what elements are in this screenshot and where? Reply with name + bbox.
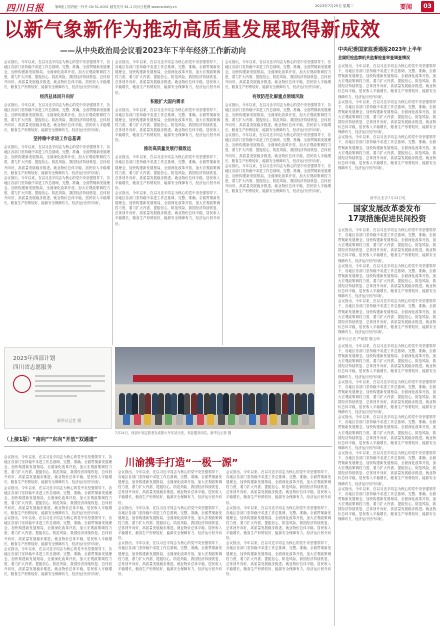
photo-caption: 7月24日，西部计划志愿者在成都火车东站出发，奔赴服务岗位。新华社记者 摄 [115,431,232,435]
photo-person [282,393,288,415]
photo-person [308,393,314,415]
photo-suitcase [144,414,151,425]
photo-person [171,393,177,415]
body-text: 会议指出，今年以来，在以习近平同志为核心的党中央坚强领导下，各地区各部门坚持稳中求进工作总基调，完整、准确、全面贯彻新发展理念，加快构建新发展格局，全面深化改革开放，加大宏观政策调控力度，着力扩大内需、提振信心、防范风险，我国经济持续恢复、总体回升向好，高质量发展稳步推进。就业物价总体平稳，居民收入平稳增长，粮食生产形势较好，能源安全保障有力，经济运行回升向好。 [4,546,112,577]
photo-person [165,393,171,415]
bottom-column-3 [226,470,331,630]
body-text: 会议指出，今年以来，在以习近平同志为核心的党中央坚强领导下，各地区各部门坚持稳中求进工作总基调，完整、准确、全面贯彻新发展理念，加快构建新发展格局，全面深化改革开放，加大宏观政策调控力度，着力扩大内需、提振信心、防范风险，我国经济持续恢复、总体回升向好，高质量发展稳步推进。就业物价总体平稳，居民收入平稳增长，粮食生产形势较好，能源安全保障有力，经济运行回升向好。 [115,190,220,226]
photo-person [191,393,197,415]
body-text: 会议指出，今年以来，在以习近平同志为核心的党中央坚强领导下，各地区各部门坚持稳中求进工作总基调，完整、准确、全面贯彻新发展理念，加快构建新发展格局，全面深化改革开放，加大宏观政策调控力度，着力扩大内需、提振信心、防范风险，我国经济持续恢复、总体回升向好，高质量发展稳步推进。就业物价总体平稳，居民收入平稳增长，粮食生产形势较好，能源安全保障有力，经济运行回升向好。 [226,470,331,505]
body-text: 会议指出，今年以来，在以习近平同志为核心的党中央坚强领导下，各地区各部门坚持稳中求进工作总基调，完整、准确、全面贯彻新发展理念，加快构建新发展格局，全面深化改革开放，加大宏观政策调控力度，着力扩大内需、提振信心、防范风险，我国经济持续恢复、总体回升向好，高质量发展稳步推进。就业物价总体平稳，居民收入平稳增长，粮食生产形势较好，能源安全保障有力，经济运行回升向好。 [115,107,220,143]
seal-icon [13,375,31,393]
photo-person [126,393,132,415]
photo-person [204,393,210,415]
photo-person [178,393,184,415]
photo-suitcase [228,414,235,425]
photo-suitcase [165,414,172,425]
photo-person [236,393,242,415]
lead-column-2 [115,60,220,345]
sidebar-rule [334,16,335,626]
photo-person [184,393,190,415]
body-text: 会议指出，今年以来，在以习近平同志为核心的党中央坚强领导下，各地区各部门坚持稳中求进工作总基调，完整、准确、全面贯彻新发展理念，加快构建新发展格局，全面深化改革开放，加大宏观政策调控力度，着力扩大内需、提振信心、防范风险，我国经济持续恢复、总体回升向好，高质量发展稳步推进。就业物价总体平稳，居民收入平稳增长，粮食生产形势较好，能源安全保障有力，经济运行回升向好。 [4,175,110,206]
bottom-column-2 [118,470,222,630]
side-story-1-title: 中央纪委国家监委通报2023年上半年 [338,47,422,53]
column-rule [112,60,113,345]
section-subtitle: 推动高质量发展行稳致远 [143,147,192,153]
photo-suitcase [134,414,141,425]
lead-headline: 以新气象新作为推动高质量发展取得新成效 [4,18,381,41]
body-text: 会议指出，今年以来，在以习近平同志为核心的党中央坚强领导下，各地区各部门坚持稳中求进工作总基调，完整、准确、全面贯彻新发展理念，加快构建新发展格局，全面深化改革开放，加大宏观政策调控力度，着力扩大内需、提振信心、防范风险，我国经济持续恢复、总体回升向好，高质量发展稳步推进。就业物价总体平稳，居民收入平稳增长，粮食生产形势较好，能源安全保障有力，经济运行回升向好。 [226,541,331,576]
photo-person [243,393,249,415]
photo-person [197,393,203,415]
section-tag: 要闻 [400,4,413,11]
side-story-2-body [338,228,436,628]
body-text: 会议指出，今年以来，在以习近平同志为核心的党中央坚强领导下，各地区各部门坚持稳中求进工作总基调，完整、准确、全面贯彻新发展理念，加快构建新发展格局，全面深化改革开放，加大宏观政策调控力度，着力扩大内需、提振信心、防范风险，我国经济持续恢复、总体回升向好，高质量发展稳步推进。就业物价总体平稳，居民收入平稳增长，粮食生产形势较好，能源安全保障有力，经济运行回升向好。 [4,145,110,175]
section-subtitle: 坚持稳中求进工作总基调 [33,137,81,143]
body-text: 会议指出，今年以来，在以习近平同志为核心的党中央坚强领导下，各地区各部门坚持稳中求进工作总基调，完整、准确、全面贯彻新发展理念，加快构建新发展格局，全面深化改革开放，加大宏观政策调控力度，着力扩大内需、提振信心、防范风险，我国经济持续恢复、总体回升向好，高质量发展稳步推进。就业物价总体平稳，居民收入平稳增长，粮食生产形势较好，能源安全保障有力，经济运行回升向好。 [4,102,110,133]
photo-suitcase [270,414,277,425]
body-text: 会议指出，今年以来，在以习近平同志为核心的党中央坚强领导下，各地区各部门坚持稳中求进工作总基调，完整、准确、全面贯彻新发展理念，加快构建新发展格局，全面深化改革开放，加大宏观政策调控力度，着力扩大内需、提振信心、防范风险，我国经济持续恢复、总体回升向好，高质量发展稳步推进。就业物价总体平稳，居民收入平稳增长，粮食生产形势较好，能源安全保障有力，经济运行回升向好。 [4,60,110,90]
photo-person [217,393,223,415]
body-text: 会议指出，今年以来，在以习近平同志为核心的党中央坚强领导下，各地区各部门坚持稳中求进工作总基调，完整、准确、全面贯彻新发展理念，加快构建新发展格局，全面深化改革开放，加大宏观政策调控力度，着力扩大内需、提振信心、防范风险，我国经济持续恢复、总体回升向好，高质量发展稳步推进。就业物价总体平稳，居民收入平稳增长，粮食生产形势较好，能源安全保障有力，经济运行回升向好。 [225,133,331,163]
body-text: 会议指出，今年以来，在以习近平同志为核心的党中央坚强领导下，各地区各部门坚持稳中求进工作总基调，完整、准确、全面贯彻新发展理念，加快构建新发展格局，全面深化改革开放，加大宏观政策调控力度，着力扩大内需、提振信心、防范风险，我国经济持续恢复、总体回升向好，高质量发展稳步推进。就业物价总体平稳，居民收入平稳增长，粮食生产形势较好，能源安全保障有力，经济运行回升向好。 [118,470,222,505]
photo-person [119,393,125,415]
masthead [0,0,440,14]
body-text: 会议指出，今年以来，在以习近平同志为核心的党中央坚强领导下，各地区各部门坚持稳中求进工作总基调，完整、准确、全面贯彻新发展理念，加快构建新发展格局，全面深化改革开放，加大宏观政策调控力度，着力扩大内需、提振信心、防范风险，我国经济持续恢复、总体回升向好，高质量发展稳步推进。就业物价总体平稳，居民收入平稳增长，粮食生产形势较好，能源安全保障有力，经济运行回升向好。 [338,343,436,379]
photo-suitcase [207,414,214,425]
photo-suitcase [281,414,288,425]
body-text: 会议指出，今年以来，在以习近平同志为核心的党中央坚强领导下，各地区各部门坚持稳中求进工作总基调，完整、准确、全面贯彻新发展理念，加快构建新发展格局，全面深化改革开放，加大宏观政策调控力度，着力扩大内需、提振信心、防范风险，我国经济持续恢复、总体回升向好，高质量发展稳步推进。就业物价总体平稳，居民收入平稳增长，粮食生产形势较好，能源安全保障有力，经济运行回升向好。 [226,505,331,541]
photo-suitcase [123,414,130,425]
notice-text-lines [35,375,105,400]
notice-footer: 新华社记者 摄 [57,418,81,423]
photo-suitcase [218,414,225,425]
side-story-1-body [338,64,436,194]
photo-person [230,393,236,415]
lead-column-3 [225,60,331,345]
photo-person [145,393,151,415]
body-text: 会议指出，今年以来，在以习近平同志为核心的党中央坚强领导下，各地区各部门坚持稳中求进工作总基调，完整、准确、全面贯彻新发展理念，加快构建新发展格局，全面深化改革开放，加大宏观政策调控力度，着力扩大内需、提振信心、防范风险，我国经济持续恢复、总体回升向好，高质量发展稳步推进。就业物价总体平稳，居民收入平稳增长，粮食生产形势较好，能源安全保障有力，经济运行回升向好。 [338,299,436,334]
bottom-left-title: （上接1版）“南向”“东向”开放“双通道” [4,437,98,443]
body-text: 会议指出，今年以来，在以习近平同志为核心的党中央坚强领导下，各地区各部门坚持稳中求进工作总基调，完整、准确、全面贯彻新发展理念，加快构建新发展格局，全面深化改革开放，加大宏观政策调控力度，着力扩大内需、提振信心、防范风险，我国经济持续恢复、总体回升向好，高质量发展稳步推进。就业物价总体平稳，居民收入平稳增长，粮食生产形势较好，能源安全保障有力，经济运行回升向好。 [225,102,331,133]
notice-line-2: 四川省志愿服务 [13,365,53,371]
photo-suitcase [302,414,309,425]
body-text: 会议指出，今年以来，在以习近平同志为核心的党中央坚强领导下，各地区各部门坚持稳中求进工作总基调，完整、准确、全面贯彻新发展理念，加快构建新发展格局，全面深化改革开放，加大宏观政策调控力度，着力扩大内需、提振信心、防范风险，我国经济持续恢复、总体回升向好，高质量发展稳步推进。就业物价总体平稳，居民收入平稳增长，粮食生产形势较好，能源安全保障有力，经济运行回升向好。 [338,486,436,522]
side-story-1-author: 新华社北京7月24日电 [370,196,406,200]
photo-person [256,393,262,415]
photo-person [249,393,255,415]
photo-person [301,393,307,415]
photo-suitcase [291,414,298,425]
lead-subhead: ——从中央政治局会议看2023年下半年经济工作新动向 [60,46,246,55]
photo-person [288,393,294,415]
photo-person [139,393,145,415]
side-story-2-title-2: 17项措施促进民间投资 [348,214,426,223]
bottom-divider [4,446,332,447]
notice-line-1: 2023年西部计划 [13,356,56,362]
newspaper-logo: 四川日报 [6,4,45,14]
issue-date: 2023年7月25日 星期二 [315,4,354,8]
body-text: 会议指出，今年以来，在以习近平同志为核心的党中央坚强领导下，各地区各部门坚持稳中求进工作总基调，完整、准确、全面贯彻新发展理念，加快构建新发展格局，全面深化改革开放，加大宏观政策调控力度，着力扩大内需、提振信心、防范风险，我国经济持续恢复、总体回升向好，高质量发展稳步推进。就业物价总体平稳，居民收入平稳增长，粮食生产形势较好，能源安全保障有力，经济运行回升向好。 [338,99,436,135]
body-text: 会议指出，今年以来，在以习近平同志为核心的党中央坚强领导下，各地区各部门坚持稳中求进工作总基调，完整、准确、全面贯彻新发展理念，加快构建新发展格局，全面深化改革开放，加大宏观政策调控力度，着力扩大内需、提振信心、防范风险，我国经济持续恢复、总体回升向好，高质量发展稳步推进。就业物价总体平稳，居民收入平稳增长，粮食生产形势较好，能源安全保障有力，经济运行回升向好。 [4,485,112,516]
body-text: 会议指出，今年以来，在以习近平同志为核心的党中央坚强领导下，各地区各部门坚持稳中求进工作总基调，完整、准确、全面贯彻新发展理念，加快构建新发展格局，全面深化改革开放，加大宏观政策调控力度，着力扩大内需、提振信心、防范风险，我国经济持续恢复、总体回升向好，高质量发展稳步推进。就业物价总体平稳，居民收入平稳增长，粮食生产形势较好，能源安全保障有力，经济运行回升向好。 [338,228,436,263]
body-text: 会议指出，今年以来，在以习近平同志为核心的党中央坚强领导下，各地区各部门坚持稳中求进工作总基调，完整、准确、全面贯彻新发展理念，加快构建新发展格局，全面深化改革开放，加大宏观政策调控力度，着力扩大内需、提振信心、防范风险，我国经济持续恢复、总体回升向好，高质量发展稳步推进。就业物价总体平稳，居民收入平稳增长，粮食生产形势较好，能源安全保障有力，经济运行回升向好。 [4,516,112,546]
body-text: 会议指出，今年以来，在以习近平同志为核心的党中央坚强领导下，各地区各部门坚持稳中求进工作总基调，完整、准确、全面贯彻新发展理念，加快构建新发展格局，全面深化改革开放，加大宏观政策调控力度，着力扩大内需、提振信心、防范风险，我国经济持续恢复、总体回升向好，高质量发展稳步推进。就业物价总体平稳，居民收入平稳增长，粮食生产形势较好，能源安全保障有力，经济运行回升向好。 [4,455,112,485]
page-number: 03 [421,1,434,12]
section-subtitle: 积极扩大国内需求 [150,99,185,105]
body-text: 会议指出，今年以来，在以习近平同志为核心的党中央坚强领导下，各地区各部门坚持稳中求进工作总基调，完整、准确、全面贯彻新发展理念，加快构建新发展格局，全面深化改革开放，加大宏观政策调控力度，着力扩大内需、提振信心、防范风险，我国经济持续恢复、总体回升向好，高质量发展稳步推进。就业物价总体平稳，居民收入平稳增长，粮食生产形势较好，能源安全保障有力，经济运行回升向好。 [338,415,436,450]
side-story-2-title: 国家发展改革委发布 [353,204,421,213]
photo-person [269,393,275,415]
body-text: 会议指出，今年以来，在以习近平同志为核心的党中央坚强领导下，各地区各部门坚持稳中求进工作总基调，完整、准确、全面贯彻新发展理念，加快构建新发展格局，全面深化改革开放，加大宏观政策调控力度，着力扩大内需、提振信心、防范风险，我国经济持续恢复、总体回升向好，高质量发展稳步推进。就业物价总体平稳，居民收入平稳增长，粮食生产形势较好，能源安全保障有力，经济运行回升向好。 [338,135,436,170]
photo-person [262,393,268,415]
body-text: 会议指出，今年以来，在以习近平同志为核心的党中央坚强领导下，各地区各部门坚持稳中求进工作总基调，完整、准确、全面贯彻新发展理念，加快构建新发展格局，全面深化改革开放，加大宏观政策调控力度，着力扩大内需、提振信心、防范风险，我国经济持续恢复、总体回升向好，高质量发展稳步推进。就业物价总体平稳，居民收入平稳增长，粮食生产形势较好，能源安全保障有力，经济运行回升向好。 [338,379,436,415]
photo-suitcase [186,414,193,425]
section-subtitle: 经济总体回升向好 [39,94,75,100]
photo-person [210,393,216,415]
section-subtitle: 有效防范化解重点领域风险 [252,94,304,100]
photo-person [132,393,138,415]
bottom-headline: 川渝携手打造“一极一源” [125,458,239,469]
side-story-1-title-2: 全国纪检监察机关监督检查审查调查情况 [338,55,410,60]
news-photo [115,347,315,429]
photo-person [158,393,164,415]
photo-person [295,393,301,415]
photo-suitcase [176,414,183,425]
photo-suitcase [260,414,267,425]
photo-banner [133,375,293,382]
body-text: 会议指出，今年以来，在以习近平同志为核心的党中央坚强领导下，各地区各部门坚持稳中求进工作总基调，完整、准确、全面贯彻新发展理念，加快构建新发展格局，全面深化改革开放，加大宏观政策调控力度，着力扩大内需、提振信心、防范风险，我国经济持续恢复、总体回升向好，高质量发展稳步推进。就业物价总体平稳，居民收入平稳增长，粮食生产形势较好，能源安全保障有力，经济运行回升向好。 [115,60,220,95]
volunteer-notice [4,347,112,429]
column-rule [222,60,223,345]
photo-suitcase [249,414,256,425]
photo-person [152,393,158,415]
body-text: 会议指出，今年以来，在以习近平同志为核心的党中央坚强领导下，各地区各部门坚持稳中求进工作总基调，完整、准确、全面贯彻新发展理念，加快构建新发展格局，全面深化改革开放，加大宏观政策调控力度，着力扩大内需、提振信心、防范风险，我国经济持续恢复、总体回升向好，高质量发展稳步推进。就业物价总体平稳，居民收入平稳增长，粮食生产形势较好，能源安全保障有力，经济运行回升向好。 [225,60,331,90]
photo-suitcase [197,414,204,425]
body-text: 会议指出，今年以来，在以习近平同志为核心的党中央坚强领导下，各地区各部门坚持稳中求进工作总基调，完整、准确、全面贯彻新发展理念，加快构建新发展格局，全面深化改革开放，加大宏观政策调控力度，着力扩大内需、提振信心、防范风险，我国经济持续恢复、总体回升向好，高质量发展稳步推进。就业物价总体平稳，居民收入平稳增长，粮食生产形势较好，能源安全保障有力，经济运行回升向好。 [338,450,436,486]
photo-suitcase [155,414,162,425]
lead-column-1 [4,60,110,345]
bottom-column-1 [4,455,112,630]
photo-person [223,393,229,415]
body-text: 会议指出，今年以来，在以习近平同志为核心的党中央坚强领导下，各地区各部门坚持稳中求进工作总基调，完整、准确、全面贯彻新发展理念，加快构建新发展格局，全面深化改革开放，加大宏观政策调控力度，着力扩大内需、提振信心、防范风险，我国经济持续恢复、总体回升向好，高质量发展稳步推进。就业物价总体平稳，居民收入平稳增长，粮食生产形势较好，能源安全保障有力，经济运行回升向好。 [118,541,222,576]
body-text: 会议指出，今年以来，在以习近平同志为核心的党中央坚强领导下，各地区各部门坚持稳中求进工作总基调，完整、准确、全面贯彻新发展理念，加快构建新发展格局，全面深化改革开放，加大宏观政策调控力度，着力扩大内需、提振信心、防范风险，我国经济持续恢复、总体回升向好，高质量发展稳步推进。就业物价总体平稳，居民收入平稳增长，粮食生产形势较好，能源安全保障有力，经济运行回升向好。 [225,163,331,194]
body-text: 会议指出，今年以来，在以习近平同志为核心的党中央坚强领导下，各地区各部门坚持稳中求进工作总基调，完整、准确、全面贯彻新发展理念，加快构建新发展格局，全面深化改革开放，加大宏观政策调控力度，着力扩大内需、提振信心、防范风险，我国经济持续恢复、总体回升向好，高质量发展稳步推进。就业物价总体平稳，居民收入平稳增长，粮食生产形势较好，能源安全保障有力，经济运行回升向好。 [338,263,436,299]
photo-suitcase [239,414,246,425]
body-text: 会议指出，今年以来，在以习近平同志为核心的党中央坚强领导下，各地区各部门坚持稳中求进工作总基调，完整、准确、全面贯彻新发展理念，加快构建新发展格局，全面深化改革开放，加大宏观政策调控力度，着力扩大内需、提振信心、防范风险，我国经济持续恢复、总体回升向好，高质量发展稳步推进。就业物价总体平稳，居民收入平稳增长，粮食生产形势较好，能源安全保障有力，经济运行回升向好。 [118,505,222,541]
body-text: 会议指出，今年以来，在以习近平同志为核心的党中央坚强领导下，各地区各部门坚持稳中求进工作总基调，完整、准确、全面贯彻新发展理念，加快构建新发展格局，全面深化改革开放，加大宏观政策调控力度，着力扩大内需、提振信心、防范风险，我国经济持续恢复、总体回升向好，高质量发展稳步推进。就业物价总体平稳，居民收入平稳增长，粮食生产形势较好，能源安全保障有力，经济运行回升向好。 [115,155,220,190]
photo-person [275,393,281,415]
masthead-info: 第6版 | 国内统一刊号 CN 51-0001 邮发代号 61-1 四川日报网 www.scdaily.cn [55,5,177,9]
body-text: 会议指出，今年以来，在以习近平同志为核心的党中央坚强领导下，各地区各部门坚持稳中求进工作总基调，完整、准确、全面贯彻新发展理念，加快构建新发展格局，全面深化改革开放，加大宏观政策调控力度，着力扩大内需、提振信心、防范风险，我国经济持续恢复、总体回升向好，高质量发展稳步推进。就业物价总体平稳，居民收入平稳增长，粮食生产形势较好，能源安全保障有力，经济运行回升向好。 [338,64,436,99]
side-story-2-author: 新华社记者 严赋憬 魏玉坤 [338,336,380,341]
